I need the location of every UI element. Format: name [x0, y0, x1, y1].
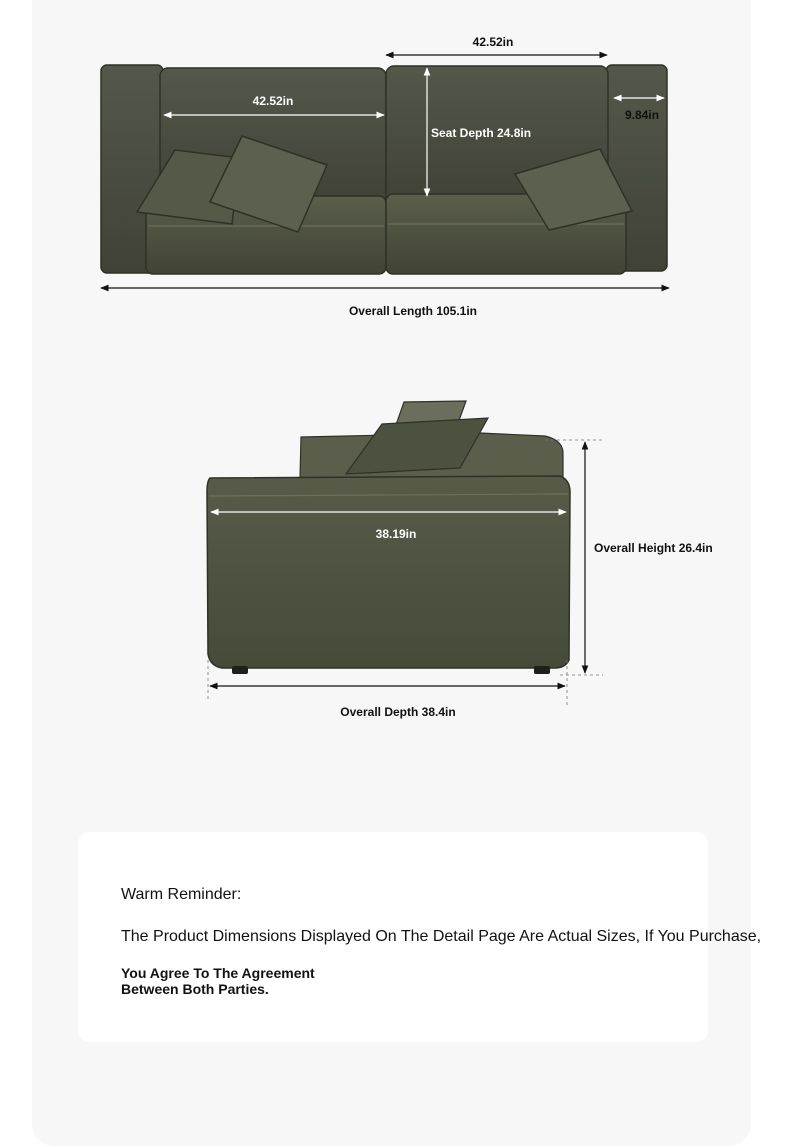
sofa-front-view [101, 65, 667, 274]
dim-overall-depth-label: Overall Depth 38.4in [340, 705, 456, 719]
dim-top-width-label: 42.52in [472, 35, 514, 49]
dim-armrest-width-label: 9.84in [625, 108, 660, 122]
dim-overall-length-label: Overall Length 105.1in [348, 304, 478, 318]
dim-seat-depth-label: Seat Depth 24.8in [431, 126, 532, 140]
side-armrest-body [207, 476, 570, 668]
warm-reminder-line: Between Both Parties. [121, 981, 269, 997]
dim-arm-depth-label: 38.19in [375, 527, 417, 541]
sofa-foot [534, 666, 550, 674]
dim-seat-width-label: 42.52in [252, 94, 294, 108]
warm-reminder-line: You Agree To The Agreement [121, 965, 315, 981]
dim-overall-height-label: Overall Height 26.4in [594, 541, 713, 555]
warm-reminder-line: The Product Dimensions Displayed On The Detail Page Are Actual Sizes, If You Purchase, [121, 928, 762, 945]
warm-reminder-agreement [121, 965, 315, 997]
sofa-foot [232, 666, 248, 674]
warm-reminder-title: Warm Reminder: [121, 886, 242, 903]
